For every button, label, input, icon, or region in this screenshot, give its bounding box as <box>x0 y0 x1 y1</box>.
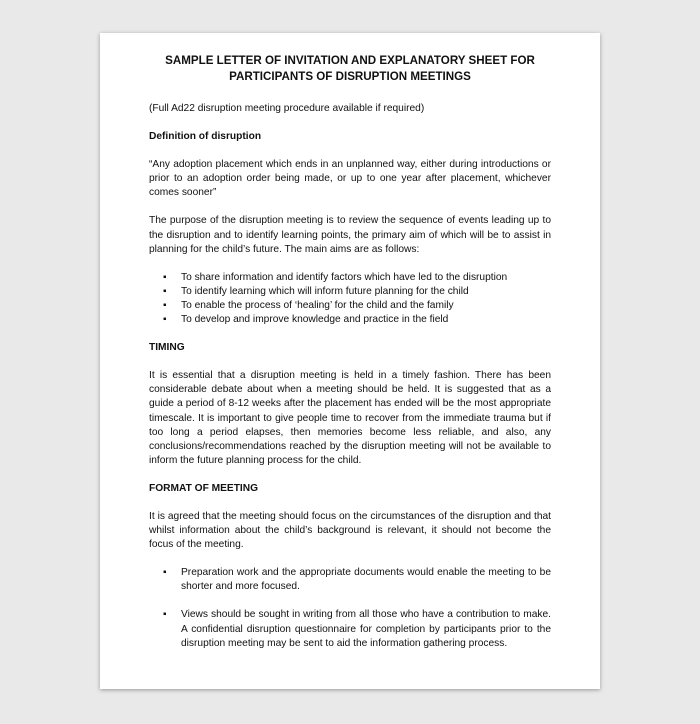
format-points-list <box>149 566 551 650</box>
timing-heading: TIMING <box>149 342 185 354</box>
definition-text: “Any adoption placement which ends in an unplanned way, either during introductions or prior to an adoption order being made, or up to one year after placement, whichever comes sooner” <box>149 159 551 199</box>
list-item <box>149 285 551 299</box>
aim-text: To enable the process of ‘healing’ for the child and the family <box>181 299 454 311</box>
bullet-icon: ▪ <box>163 609 167 621</box>
aim-text: To share information and identify factors which have led to the disruption <box>181 271 508 283</box>
list-item <box>149 313 551 327</box>
list-item <box>149 608 551 650</box>
purpose-text: The purpose of the disruption meeting is to review the sequence of events leading up to the disruption and to identify learning points, the primary aim of which will be to assist in planning for the child’s future. The main aims are as follows: <box>149 215 551 255</box>
aims-list <box>149 271 551 327</box>
document-title <box>149 53 551 84</box>
bullet-icon: ▪ <box>163 567 167 579</box>
aim-text: To identify learning which will inform future planning for the child <box>181 285 469 297</box>
title-line-1: SAMPLE LETTER OF INVITATION AND EXPLANATORY SHEET FOR <box>165 54 535 67</box>
format-heading: FORMAT OF MEETING <box>149 482 259 494</box>
document-content <box>149 53 551 665</box>
document-page <box>100 33 600 689</box>
list-item <box>149 271 551 285</box>
definition-heading: Definition of disruption <box>149 131 262 143</box>
list-item <box>149 299 551 313</box>
format-text: It is agreed that the meeting should focus on the circumstances of the disruption and that whilst information about the child’s background is relevant, it should not become the focus of the meeting. <box>149 510 551 551</box>
bullet-icon: ▪ <box>163 299 167 311</box>
format-point-text: Views should be sought in writing from all those who have a contribution to make. A confidential disruption questionnaire for completion by participants prior to the disruption meeting may be sent to aid the information gathering process. <box>181 609 551 649</box>
timing-text: It is essential that a disruption meeting is held in a timely fashion. There has been considerable debate about when a meeting should be held. It is suggested that as a guide a period of 8-12 weeks after the placement has ended will be the most appropriate timescale. It is important to give people time to recover from the immediate trauma but if too long a period elapses, then memories become less reliable, and also, any conclusions/recommendations reached by the disruption meeting will not be available to inform the future planning process for the child. <box>149 370 551 466</box>
format-point-text: Preparation work and the appropriate documents would enable the meeting to be shorter and more focused. <box>181 567 551 593</box>
bullet-icon: ▪ <box>163 314 167 326</box>
procedure-note: (Full Ad22 disruption meeting procedure available if required) <box>149 103 425 114</box>
title-line-2: PARTICIPANTS OF DISRUPTION MEETINGS <box>229 69 471 83</box>
bullet-icon: ▪ <box>163 285 167 297</box>
aim-text: To develop and improve knowledge and practice in the field <box>181 314 449 326</box>
bullet-icon: ▪ <box>163 271 167 283</box>
list-item <box>149 566 551 594</box>
